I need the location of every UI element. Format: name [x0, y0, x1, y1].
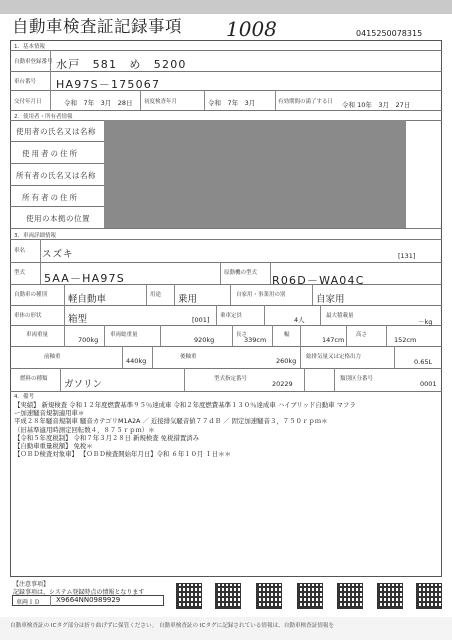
body-code: [001]: [192, 316, 210, 324]
weight-value: 700kg: [78, 336, 99, 344]
chassis-value: HA97S－175067: [56, 78, 161, 91]
load-label: 最大積載量: [326, 313, 354, 319]
width-label: 幅: [284, 332, 290, 338]
note-line: 【令和５年度税制】 令和７年３月２８日 新規検査 免税措置済み: [14, 433, 200, 442]
registration-label: 自動車登録番号: [14, 59, 53, 65]
bottom-note: 自動車検査証の ICタグ部分は折り曲げずに保管ください。 自動車検査証の ICタグに記録されている情報は、自動車検査証情報を: [10, 623, 335, 629]
note-line: 【ＯＢＤ検査対象車】 【ＯＢＤ検査開始年月日】令和 ６年１０月 １日＊＊: [14, 450, 231, 459]
note-line: 平成２８年騒音規制車 騒音カテゴリM1A2A ／ 近接排気騒音値７７ｄＢ ／ 固定加速騒音３，７５０ｒｐｍ＊: [14, 417, 328, 426]
qr-code-1: [176, 583, 202, 609]
section3-heading: 3．車両詳細情報: [14, 233, 56, 239]
owner-name-label: 所有者の氏名又は名称: [16, 171, 96, 180]
notes-block: [14, 401, 356, 458]
type-designation-label: 型式指定番号: [214, 376, 248, 382]
length-label: 長さ: [236, 332, 248, 338]
use-value: 乗用: [178, 294, 198, 305]
gross-value: 920kg: [194, 336, 215, 344]
category-label: 類別区分番号: [340, 376, 374, 382]
section1-heading: 1．基本情報: [14, 44, 45, 50]
purpose-label: 自家用・事業用の別: [236, 292, 286, 298]
note-heading: 【注意事項】: [13, 581, 50, 588]
model-value: 5AA－HA97S: [44, 272, 125, 285]
qr-code-3: [256, 583, 282, 609]
first-reg-label: 交付年月日: [14, 99, 42, 105]
note-line: ー加速騒音規制適用車＊: [14, 409, 85, 418]
qr-code-7: [416, 583, 442, 609]
kind-value: 軽自動車: [68, 294, 107, 305]
note-line: 【自動車重量税額】 免税＊: [14, 442, 93, 451]
gross-label: 車両総重量: [110, 332, 138, 338]
type-designation-value: 20229: [272, 380, 293, 388]
fuel-label: 燃料の種類: [20, 376, 48, 382]
use-label: 用途: [150, 292, 162, 298]
qr-code-6: [377, 583, 403, 609]
length-value: 339cm: [244, 336, 267, 344]
initial-reg-value: 令和 7年 3月: [208, 99, 256, 107]
vehicle-id-label: 車両ＩＤ: [16, 599, 41, 606]
height-value: 152cm: [394, 336, 417, 344]
document-code: 0415250078315: [356, 29, 423, 38]
note-line: 【実績】 新規検査 令和１２年度燃費基準９５％達成車 令和２年度燃費基準１３０％達成車 ハイブリッド自動車 マフラ: [14, 401, 356, 409]
model-label: 型式: [14, 270, 26, 276]
expiry-value: 令和 10年 3月 27日: [342, 101, 411, 109]
qr-code-4: [297, 583, 323, 609]
vehicle-id-value: X9664NN0989929: [56, 596, 121, 604]
expiry-label: 有効期間の満了する日: [278, 99, 334, 105]
first-reg-value: 令和 7年 3月 28日: [64, 99, 133, 107]
handwritten-number: 1008: [226, 17, 277, 41]
make-value: スズキ: [42, 249, 74, 260]
capacity-value: 4人: [294, 316, 305, 324]
note-line: （旧基準適用時測定回転数４，８７５ｒｐｍ）＊: [14, 425, 155, 434]
displacement-label: 総排気量又は定格出力: [306, 354, 362, 360]
capacity-label: 乗車定員: [220, 313, 243, 319]
rear-axle-value: 260kg: [276, 357, 297, 365]
owner-address-label: 所有者の住所: [22, 193, 79, 202]
weight-label: 車両重量: [26, 332, 49, 338]
width-value: 147cm: [322, 336, 345, 344]
note-text: 記録事項は、システム登録時点の情報となります: [13, 589, 145, 596]
body-label: 車体の形状: [14, 313, 42, 319]
base-location-label: 使用の本拠の位置: [26, 214, 90, 223]
registration-value: 水戸 581 め 5200: [56, 58, 187, 71]
front-axle-value: 440kg: [126, 357, 147, 365]
user-address-label: 使用者の住所: [22, 149, 79, 158]
qr-code-5: [337, 583, 363, 609]
initial-reg-label: 初度検査年月: [144, 99, 178, 105]
kind-label: 自動車の種別: [14, 292, 48, 298]
qr-code-2: [215, 583, 241, 609]
section2-heading: 2．使用者・所有者情報: [14, 114, 73, 120]
rear-axle-label: 後軸重: [180, 354, 197, 360]
section4-heading: 4．備考: [14, 394, 34, 400]
make-code: [131]: [398, 252, 416, 260]
redacted-owner-info: [104, 120, 406, 228]
scan-top-strip: [0, 0, 452, 14]
front-axle-label: 前軸重: [44, 354, 61, 360]
document-title: 自動車検査証記録事項: [12, 17, 182, 36]
height-label: 高さ: [356, 332, 368, 338]
chassis-label: 車台番号: [14, 79, 37, 85]
category-value: 0001: [420, 380, 437, 388]
user-name-label: 使用者の氏名又は名称: [16, 127, 96, 136]
purpose-value: 自家用: [316, 294, 345, 305]
fuel-value: ガソリン: [64, 379, 103, 390]
load-value: －kg: [418, 318, 433, 326]
make-label: 車名: [14, 248, 26, 254]
engine-value: R06D－WA04C: [272, 274, 365, 287]
displacement-value: 0.65L: [414, 358, 433, 366]
body-value: 箱型: [68, 314, 88, 325]
engine-label: 原動機の型式: [224, 270, 258, 276]
